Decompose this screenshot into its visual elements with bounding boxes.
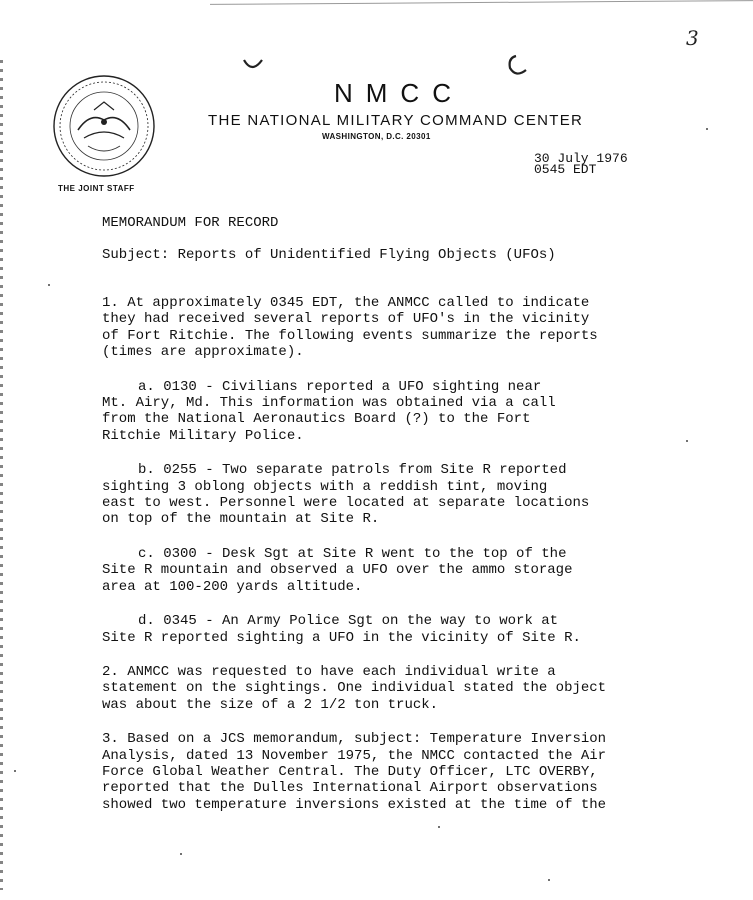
- memo-body: [102, 295, 742, 831]
- memo-paragraph: d. 0345 - An Army Police Sgt on the way to work at Site R reported sighting a UFO in the vicinity of Site R.: [102, 613, 581, 646]
- memo-paragraph: 2. ANMCC was requested to have each individual write a statement on the sightings. One individual stated the object was about the size of a 2 1/2 ton truck.: [102, 663, 607, 713]
- letterhead-title: NMCC: [334, 78, 464, 108]
- scan-speck: [548, 879, 550, 881]
- memo-paragraph: 3. Based on a JCS memorandum, subject: Temperature Inversion Analysis, dated 13 November 1975, the NMCC contacted the Air Force Global Weather Central. The Duty Officer, LTC OVERBY, reported that the Dulles International Airport observations showed two temperature inversions existed at the time of the: [102, 731, 607, 813]
- seal-icon: [50, 72, 158, 180]
- memo-date: [534, 153, 628, 175]
- date-line: 30 July 1976: [534, 151, 628, 166]
- scan-speck: [14, 770, 16, 772]
- scan-speck: [48, 284, 50, 286]
- seal-caption: THE JOINT STAFF: [58, 184, 135, 193]
- memo-subject: Subject: Reports of Unidentified Flying Objects (UFOs): [102, 247, 556, 263]
- letterhead-organization: THE NATIONAL MILITARY COMMAND CENTER: [208, 112, 584, 129]
- page-number: 3: [686, 26, 699, 50]
- scan-speck: [438, 826, 440, 828]
- memo-heading: MEMORANDUM FOR RECORD: [102, 215, 279, 231]
- letterhead-address: WASHINGTON, D.C. 20301: [322, 132, 431, 141]
- memo-paragraph: b. 0255 - Two separate patrols from Site R reported sighting 3 oblong objects with a reddish tint, moving east to west. Personnel were located at separate locations on top of the mountain at Site R.: [102, 462, 590, 528]
- memo-paragraph: c. 0300 - Desk Sgt at Site R went to the top of the Site R mountain and observed a UFO over the ammo storage area at 100-200 yards altitude.: [102, 545, 573, 595]
- time-line: 0545 EDT: [534, 162, 597, 177]
- scan-speck: [686, 440, 688, 442]
- memo-paragraph: a. 0130 - Civilians reported a UFO sighting near Mt. Airy, Md. This information was obtained via a call from the National Aeronautics Board (?) to the Fort Ritchie Military Police.: [102, 378, 556, 444]
- scan-left-edge: [0, 60, 3, 890]
- scan-speck: [706, 128, 708, 130]
- memo-paragraph: 1. At approximately 0345 EDT, the ANMCC called to indicate they had received several reports of UFO's in the vicinity of Fort Ritchie. The following events summarize the reports (times are approximate).: [102, 295, 598, 361]
- scan-speck: [180, 853, 182, 855]
- scan-edge-line: [210, 0, 753, 5]
